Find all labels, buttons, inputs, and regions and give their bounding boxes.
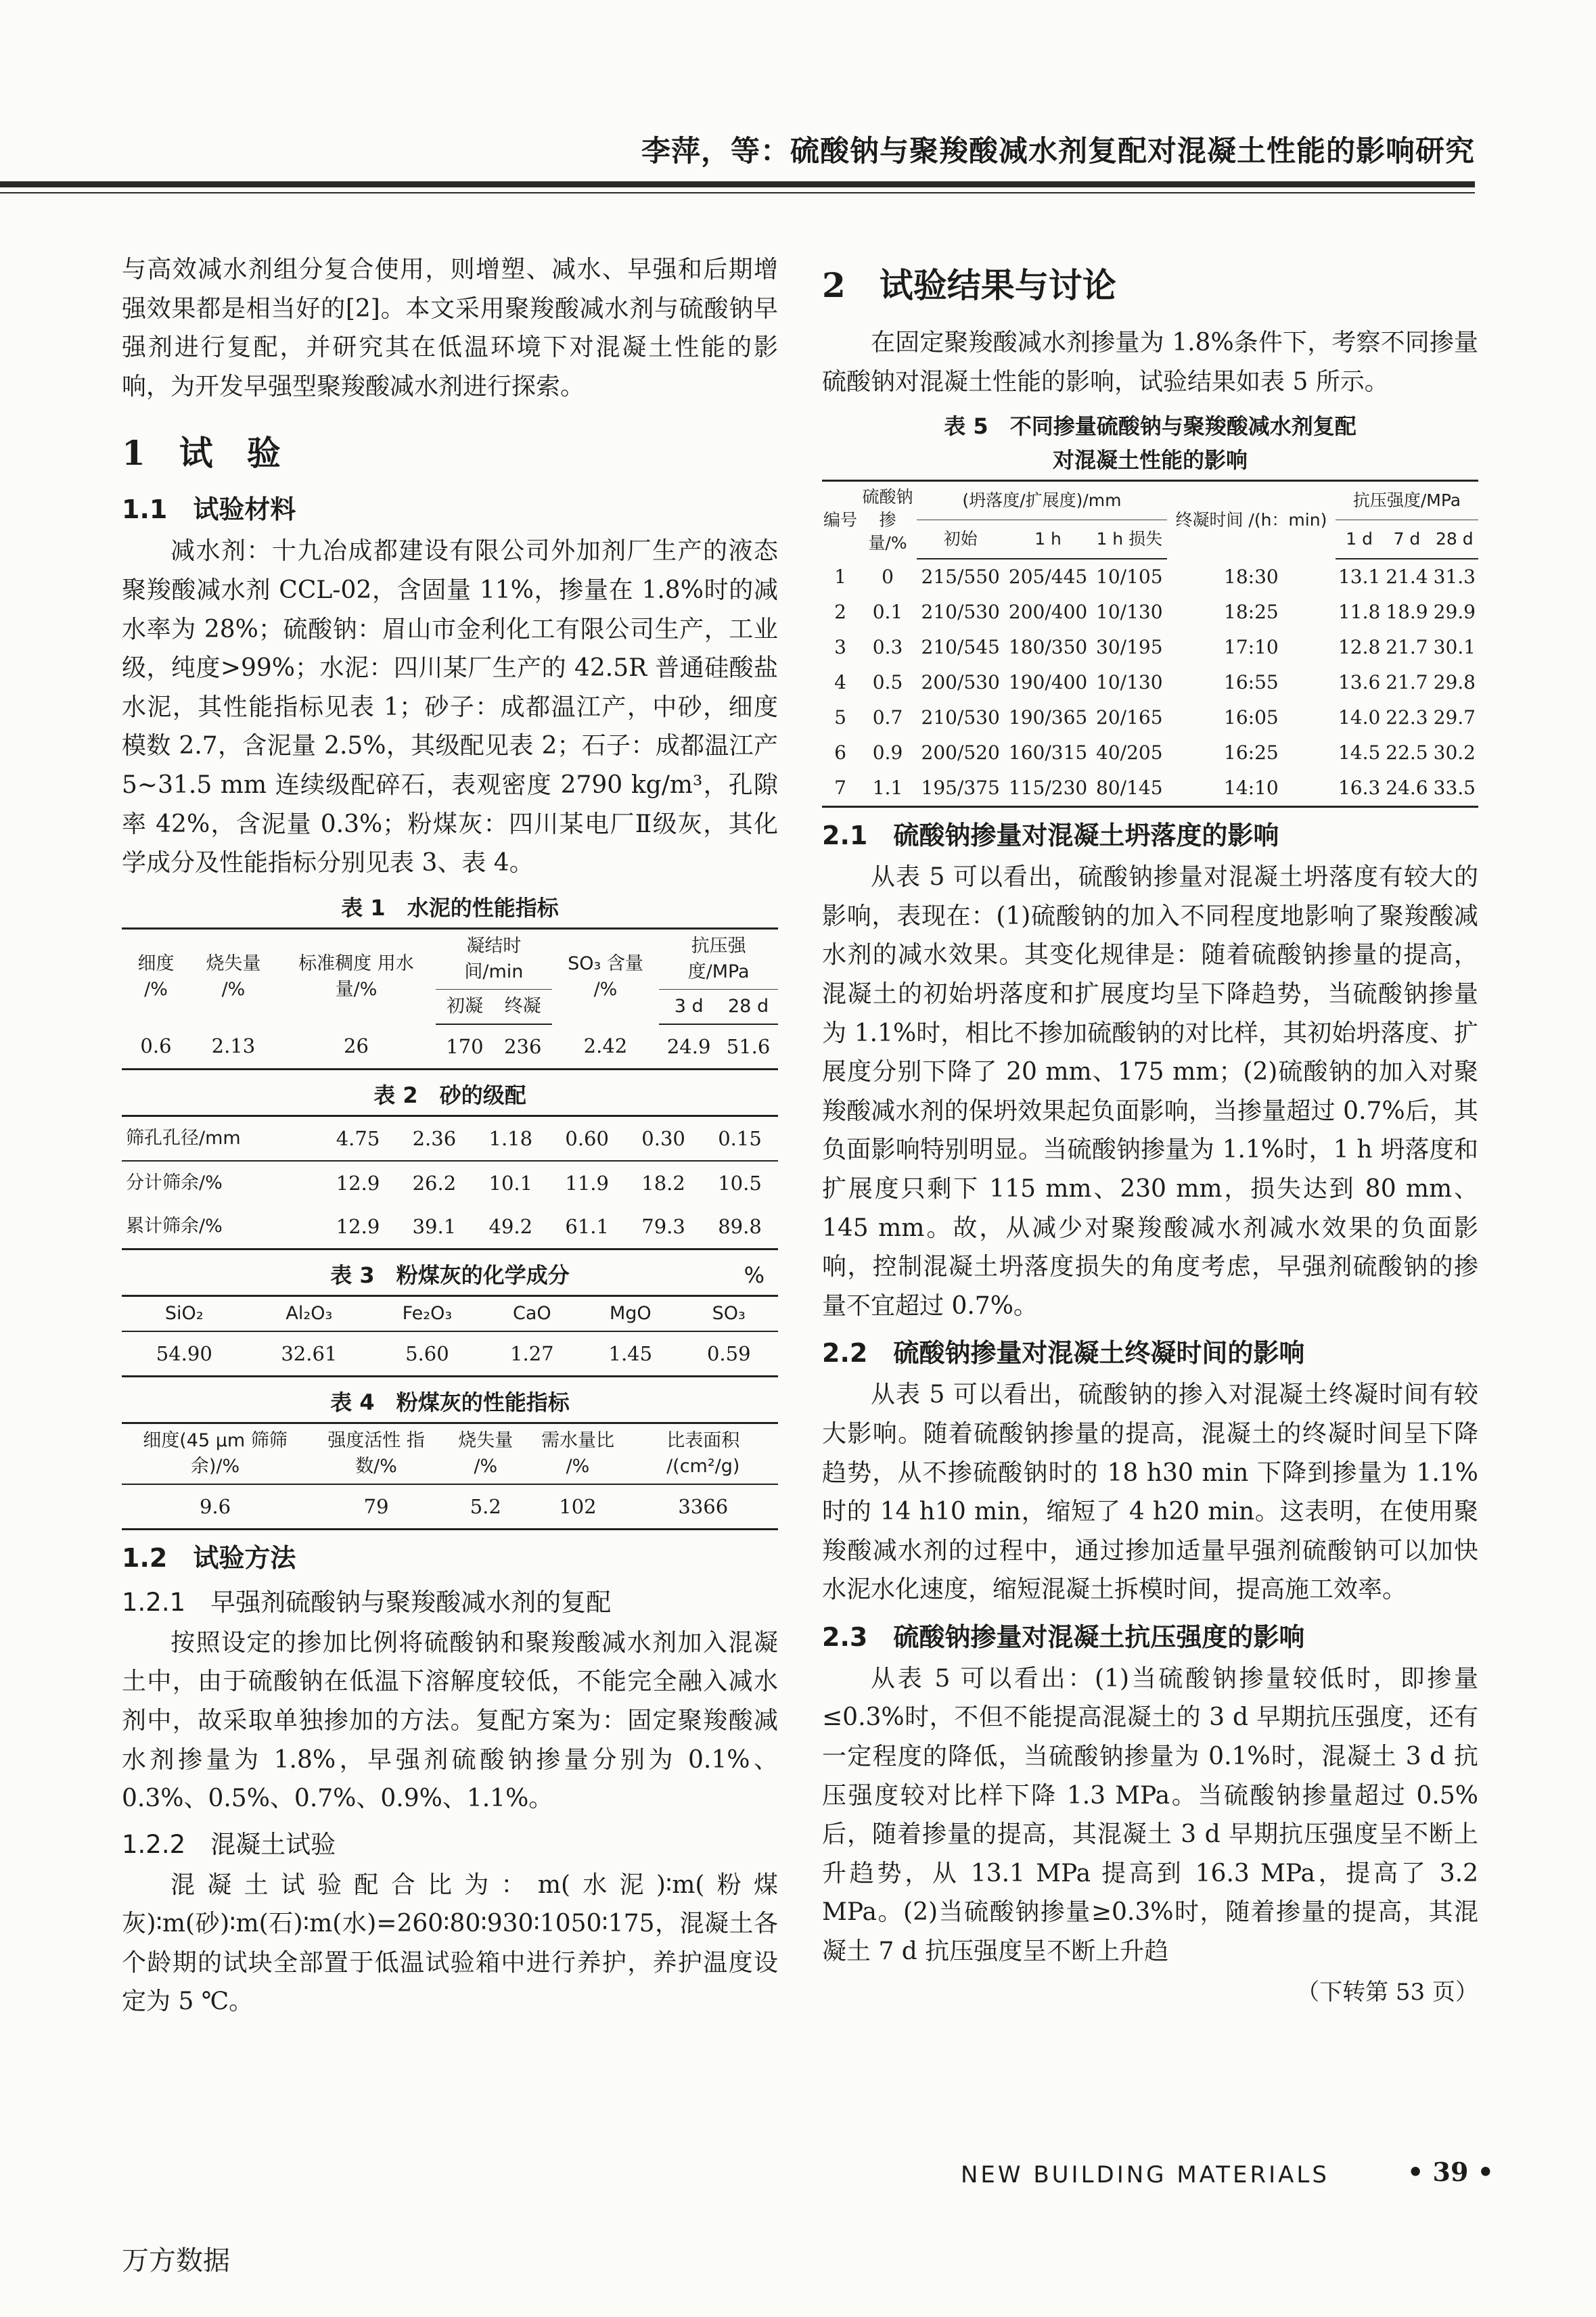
t1-header-3d: 3 d <box>659 989 719 1024</box>
table-cell: 1.18 <box>488 1126 533 1150</box>
table-cell: 2.13 <box>211 1034 256 1058</box>
table-cell: 16:05 <box>1224 706 1279 729</box>
t4-header: 需水量比 /% <box>527 1423 628 1484</box>
table-cell: 10/105 <box>1096 566 1163 589</box>
table-cell: 7 <box>834 777 846 800</box>
t1-header-fineness: 细度 /% <box>137 953 175 1000</box>
table-cell: 0.30 <box>641 1126 685 1150</box>
table-cell: 210/530 <box>921 601 1000 624</box>
table-4-caption: 表 4 粉煤灰的性能指标 <box>330 1389 570 1415</box>
table-cell: 4 <box>834 671 846 694</box>
table-5-body <box>822 559 1478 807</box>
table-cell: 0.60 <box>565 1126 609 1150</box>
table-cell: 30.2 <box>1433 741 1476 764</box>
table-row <box>822 630 1478 665</box>
table-row-label: 分计筛余/% <box>126 1172 223 1193</box>
header-rule-thin <box>0 192 1475 193</box>
table-cell: 3366 <box>678 1494 729 1518</box>
t5-header-28d: 28 d <box>1431 520 1478 559</box>
table-cell: 39.1 <box>412 1214 457 1238</box>
page-number: • 39 • <box>1407 2157 1494 2187</box>
table-cell: 31.3 <box>1433 566 1476 589</box>
table-cell: 12.8 <box>1338 636 1381 659</box>
section-2-intro: 在固定聚羧酸减水剂掺量为 1.8%条件下，考察不同掺量硫酸钠对混凝土性能的影响，试验结果如表 5 所示。 <box>822 329 1478 396</box>
t5-header-1d: 1 d <box>1336 520 1383 559</box>
table-cell: 2.42 <box>583 1034 628 1058</box>
table-cell: 1.45 <box>608 1341 653 1365</box>
table-3-unit: % <box>744 1262 765 1288</box>
t1-header-water: 标准稠度 用水量/% <box>298 953 414 1000</box>
table-cell: 6 <box>834 741 846 764</box>
header-rule <box>0 181 1475 187</box>
materials-paragraph: 减水剂：十九冶成都建设有限公司外加剂厂生产的液态聚羧酸减水剂 CCL-02，含固量 11%，掺量在 1.8%时的减水率为 28%；硫酸钠：眉山市金利化工有限公司生产，工业级，纯度>99%；水泥：四川某厂生产的 42.5R 普通硅酸盐水泥，其性能指标见表 1；砂子：成都温江产，中砂，细度模数 2.7，含泥量 2.5%，其级配见表 2；石子：成都温江产 5~31.5 mm 连续级配碎石，表观密度 2790 kg/m³，孔隙率 42%，含泥量 0.3%；粉煤灰：四川某电厂Ⅱ级灰，其化学成分及性能指标分别见表 3、表 4。 <box>122 537 778 877</box>
table-cell: 215/550 <box>921 566 1000 589</box>
t1-header-final: 终凝 <box>494 989 552 1024</box>
table-cell: 180/350 <box>1008 636 1088 659</box>
t1-header-loss: 烧失量 /% <box>206 953 261 1000</box>
table-cell: 32.61 <box>281 1341 338 1365</box>
table-cell: 10/130 <box>1096 671 1163 694</box>
table-cell: 14.5 <box>1338 741 1381 764</box>
table-cell: 170 <box>446 1034 484 1058</box>
table-cell: 16:55 <box>1224 671 1279 694</box>
t4-header: 强度活性 指数/% <box>309 1423 444 1484</box>
table-cell: 51.6 <box>726 1034 771 1058</box>
t3-header: MgO <box>581 1295 679 1331</box>
table-cell: 21.7 <box>1386 671 1428 694</box>
section-2-2-paragraph: 从表 5 可以看出，硫酸钠的掺入对混凝土终凝时间有较大影响。随着硫酸钠掺量的提高，混凝土的终凝时间呈下降趋势，从不掺硫酸钠时的 18 h30 min 下降到掺量为 1.1%时的 14 h10 min，缩短了 4 h20 min。这表明，在使用聚羧酸减水剂的过程中，通过掺加适量早强剂硫酸钠可以加快水泥水化速度，缩短混凝土拆模时间，提高施工效率。 <box>822 1381 1478 1604</box>
t5-header-no: 编号 <box>823 510 858 530</box>
t4-header: 烧失量 /% <box>444 1423 527 1484</box>
table-cell: 12.9 <box>336 1171 380 1195</box>
table-cell: 22.3 <box>1386 706 1428 729</box>
table-cell: 190/365 <box>1008 706 1088 729</box>
table-cell: 30/195 <box>1096 636 1163 659</box>
table-cell: 26.2 <box>412 1171 457 1195</box>
t4-header: 细度(45 μm 筛筛余)/% <box>122 1423 309 1484</box>
table-cell: 210/530 <box>921 706 1000 729</box>
table-row <box>822 559 1478 595</box>
table-cell: 9.6 <box>199 1494 231 1518</box>
table-cell: 20/165 <box>1096 706 1163 729</box>
continued-note: （下转第 53 页） <box>1296 1978 1478 2006</box>
table-cell: 0.9 <box>872 741 903 764</box>
table-row-label: 筛孔孔径/mm <box>126 1127 241 1149</box>
section-1-title: 1 试 验 <box>122 433 281 474</box>
table-cell: 0.1 <box>872 601 903 624</box>
left-column <box>122 250 778 2021</box>
table-row <box>822 771 1478 807</box>
table-cell: 5 <box>834 706 846 729</box>
table-cell: 21.7 <box>1386 636 1428 659</box>
table-cell: 200/400 <box>1008 601 1088 624</box>
table-cell: 14:10 <box>1224 777 1279 800</box>
section-2-3-paragraph: 从表 5 可以看出：(1)当硫酸钠掺量较低时，即掺量≤0.3%时，不但不能提高混凝土的 3 d 早期抗压强度，还有一定程度的降低，当硫酸钠掺量为 0.1%时，混凝土 3 d 抗压强度较对比样下降 1.3 MPa。当硫酸钠掺量超过 0.5%后，随着掺量的提高，其混凝土 3 d 早期抗压强度呈不断上升趋势，从 13.1 MPa 提高到 16.3 MPa，提高了 3.2 MPa。(2)当硫酸钠掺量≥0.3%时，随着掺量的提高，其混凝土 7 d 抗压强度呈不断上升趋 <box>822 1664 1478 1966</box>
table-cell: 18:25 <box>1224 601 1279 624</box>
method-paragraph: 按照设定的掺加比例将硫酸钠和聚羧酸减水剂加入混凝土中，由于硫酸钠在低温下溶解度较低，不能完全融入减水剂中，故采取单独掺加的方法。复配方案为：固定聚羧酸减水剂掺量为 1.8%，早强剂硫酸钠掺量分别为 0.1%、0.3%、0.5%、0.7%、0.9%、1.1%。 <box>122 1628 778 1813</box>
table-cell: 210/545 <box>921 636 1000 659</box>
concrete-paragraph: 混凝土试验配合比为：m(水泥)∶m(粉煤灰)∶m(砂)∶m(石)∶m(水)=260∶80∶930∶1050∶175，混凝土各个龄期的试块全部置于低温试验箱中进行养护，养护温度设定为 5 ℃。 <box>122 1871 778 2016</box>
table-cell: 14.0 <box>1338 706 1381 729</box>
t5-header-set: 终凝时间 /(h：min) <box>1175 510 1327 530</box>
t1-header-setting: 凝结时间/min <box>436 928 552 989</box>
right-column <box>822 250 1478 2011</box>
intro-paragraph: 与高效减水剂组分复合使用，则增塑、减水、早强和后期增强效果都是相当好的[2]。本文采用聚羧酸减水剂与硫酸钠早强剂进行复配，并研究其在低温环境下对混凝土性能的影响，为开发早强型聚羧酸减水剂进行探索。 <box>122 256 778 400</box>
table-3-caption-row <box>122 1258 778 1292</box>
table-cell: 18:30 <box>1224 565 1279 588</box>
table-cell: 13.6 <box>1338 671 1381 694</box>
table-cell: 16.3 <box>1338 777 1381 800</box>
table-row <box>122 1484 778 1530</box>
table-cell: 24.9 <box>666 1034 711 1058</box>
running-title: 李萍，等：硫酸钠与聚羧酸减水剂复配对混凝土性能的影响研究 <box>641 135 1475 168</box>
table-cell: 12.9 <box>336 1214 380 1238</box>
t1-header-initial: 初凝 <box>436 989 494 1024</box>
t5-header-initial: 初始 <box>917 520 1004 559</box>
table-row <box>122 1331 778 1377</box>
table-cell: 200/530 <box>921 671 1000 694</box>
table-cell: 205/445 <box>1008 566 1088 589</box>
t5-header-slump: (坍落度/扩展度)/mm <box>917 481 1167 520</box>
t1-header-28d: 28 d <box>719 989 778 1024</box>
table-row <box>122 1024 778 1070</box>
table-row <box>822 595 1478 630</box>
table-cell: 29.7 <box>1433 706 1476 729</box>
table-cell: 0.3 <box>872 636 903 659</box>
table-cell: 89.8 <box>718 1214 762 1238</box>
table-row <box>122 1205 778 1249</box>
t5-header-7d: 7 d <box>1383 520 1430 559</box>
table-row <box>822 700 1478 735</box>
table-cell: 79 <box>363 1494 389 1518</box>
table-1 <box>122 927 778 1070</box>
table-cell: 3 <box>834 636 846 659</box>
table-row <box>122 1116 778 1161</box>
table-3-caption: 表 3 粉煤灰的化学成分 <box>330 1262 570 1288</box>
subsection-2-2-title: 2.2 硫酸钠掺量对混凝土终凝时间的影响 <box>822 1338 1305 1369</box>
t1-header-so3: SO₃ 含量 /% <box>568 953 643 1000</box>
t3-header: Fe₂O₃ <box>371 1295 483 1331</box>
table-cell: 0 <box>882 565 894 588</box>
subsection-2-1-title: 2.1 硫酸钠掺量对混凝土坍落度的影响 <box>822 821 1279 851</box>
subsection-1-2-2-title: 1.2.2 混凝土试验 <box>122 1829 336 1859</box>
table-cell: 0.6 <box>140 1034 172 1058</box>
table-cell: 0.59 <box>706 1341 751 1365</box>
table-cell: 10/130 <box>1096 601 1163 624</box>
table-2 <box>122 1115 778 1250</box>
table-cell: 16:25 <box>1224 741 1279 764</box>
table-5-caption: 表 5 不同掺量硫酸钠与聚羧酸减水剂复配 <box>944 413 1356 440</box>
subsection-1-1-title: 1.1 试验材料 <box>122 495 296 525</box>
table-cell: 10.5 <box>718 1171 762 1195</box>
subsection-1-2-1-title: 1.2.1 早强剂硫酸钠与聚羧酸减水剂的复配 <box>122 1587 612 1617</box>
table-1-caption: 表 1 水泥的性能指标 <box>341 894 559 921</box>
t5-header-dose: 硫酸钠掺量/% <box>862 487 913 553</box>
table-cell: 160/315 <box>1008 741 1088 764</box>
table-cell: 5.60 <box>405 1341 449 1365</box>
table-cell: 1 <box>834 565 846 588</box>
table-cell: 115/230 <box>1008 777 1088 800</box>
table-cell: 200/520 <box>921 741 1000 764</box>
table-cell: 1.1 <box>872 777 903 800</box>
t1-header-strength: 抗压强度/MPa <box>659 928 778 989</box>
table-cell: 29.9 <box>1433 601 1476 624</box>
table-cell: 0.5 <box>872 671 903 694</box>
section-2-title: 2 试验结果与讨论 <box>822 265 1116 305</box>
table-row <box>822 665 1478 700</box>
table-cell: 195/375 <box>921 777 1000 800</box>
t5-header-1h: 1 h <box>1004 520 1091 559</box>
table-cell: 29.8 <box>1433 671 1476 694</box>
table-5-caption-line2: 对混凝土性能的影响 <box>1052 447 1248 474</box>
table-5 <box>822 480 1478 808</box>
table-cell: 61.1 <box>565 1214 609 1238</box>
table-4 <box>122 1422 778 1530</box>
table-cell: 11.8 <box>1338 601 1381 624</box>
table-2-caption: 表 2 砂的级配 <box>373 1082 526 1108</box>
section-2-1-paragraph: 从表 5 可以看出，硫酸钠掺量对混凝土坍落度有较大的影响，表现在：(1)硫酸钠的加入不同程度地影响了聚羧酸减水剂的减水效果。其变化规律是：随着硫酸钠掺量的提高，混凝土的初始坍落度和扩展度均呈下降趋势，当硫酸钠掺量为 1.1%时，相比不掺加硫酸钠的对比样，其初始坍落度、扩展度分别下降了 20 mm、175 mm；(2)硫酸钠的加入对聚羧酸减水剂的保坍效果起负面影响，当掺量超过 0.7%后，其负面影响特别明显。当硫酸钠掺量为 1.1%时，1 h 坍落度和扩展度只剩下 115 mm、230 mm，损失达到 80 mm、145 mm。故，从减少对聚羧酸减水剂减水效果的负面影响，控制混凝土坍落度损失的角度考虑，早强剂硫酸钠的掺量不宜超过 0.7%。 <box>822 863 1478 1320</box>
subsection-1-2-title: 1.2 试验方法 <box>122 1542 296 1573</box>
table-cell: 49.2 <box>488 1214 533 1238</box>
table-3 <box>122 1295 778 1377</box>
table-cell: 80/145 <box>1096 777 1163 800</box>
table-cell: 236 <box>504 1034 542 1058</box>
t3-header: SiO₂ <box>122 1295 247 1331</box>
table-row-label: 累计筛余/% <box>126 1215 223 1237</box>
watermark: 万方数据 <box>122 2245 230 2276</box>
subsection-2-3-title: 2.3 硫酸钠掺量对混凝土抗压强度的影响 <box>822 1622 1305 1652</box>
table-cell: 5.2 <box>470 1494 501 1518</box>
table-cell: 4.75 <box>336 1126 380 1150</box>
t4-header: 比表面积 /(cm²/g) <box>629 1423 778 1484</box>
table-cell: 11.9 <box>565 1171 609 1195</box>
t3-header: CaO <box>483 1295 581 1331</box>
table-cell: 0.15 <box>718 1126 762 1150</box>
table-cell: 17:10 <box>1224 636 1279 659</box>
table-cell: 33.5 <box>1433 777 1476 800</box>
table-cell: 1.27 <box>510 1341 554 1365</box>
t3-header: Al₂O₃ <box>247 1295 372 1331</box>
table-row <box>822 735 1478 771</box>
table-cell: 18.9 <box>1386 601 1428 624</box>
table-cell: 190/400 <box>1008 671 1088 694</box>
table-row <box>122 1161 778 1205</box>
table-cell: 30.1 <box>1433 636 1476 659</box>
t5-header-1h-loss: 1 h 损失 <box>1092 520 1167 559</box>
table-cell: 79.3 <box>641 1214 685 1238</box>
table-cell: 18.2 <box>641 1171 685 1195</box>
table-cell: 26 <box>344 1034 369 1058</box>
table-cell: 102 <box>559 1494 597 1518</box>
table-cell: 0.7 <box>872 706 903 729</box>
table-cell: 13.1 <box>1338 566 1381 589</box>
journal-name: NEW BUILDING MATERIALS <box>961 2161 1329 2188</box>
table-cell: 2.36 <box>412 1126 457 1150</box>
table-cell: 54.90 <box>156 1341 212 1365</box>
t3-header: SO₃ <box>680 1295 778 1331</box>
table-cell: 40/205 <box>1096 741 1163 764</box>
table-cell: 10.1 <box>488 1171 533 1195</box>
table-cell: 2 <box>834 601 846 624</box>
t5-header-strength: 抗压强度/MPa <box>1336 481 1478 520</box>
table-cell: 21.4 <box>1386 566 1428 589</box>
table-cell: 24.6 <box>1386 777 1428 800</box>
table-cell: 22.5 <box>1386 741 1428 764</box>
